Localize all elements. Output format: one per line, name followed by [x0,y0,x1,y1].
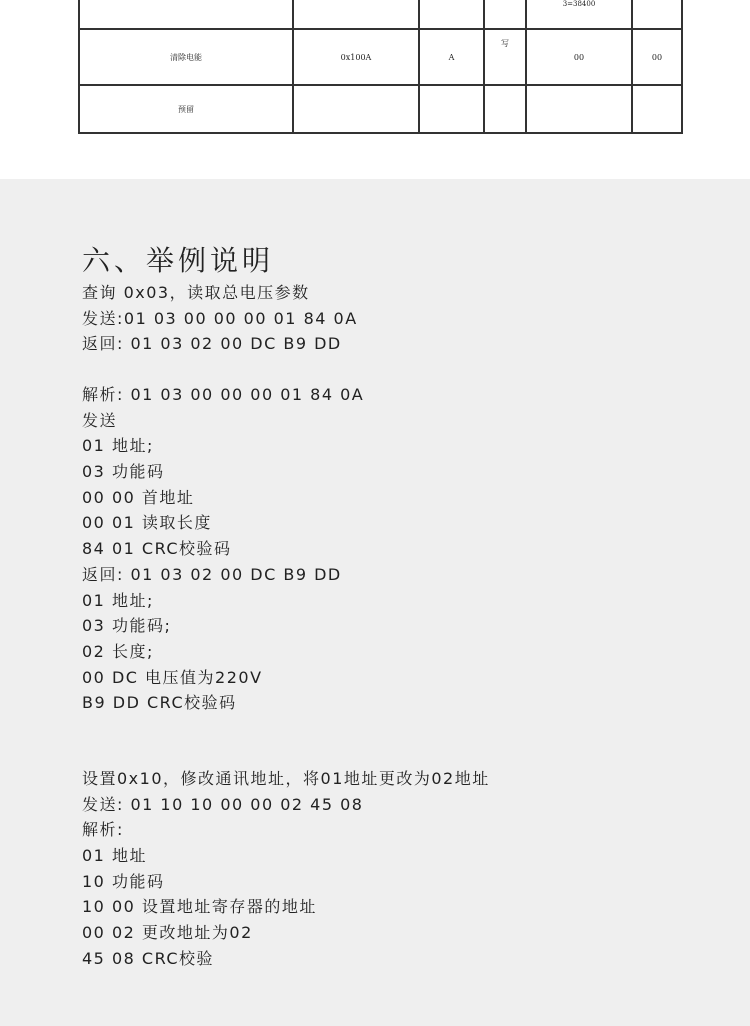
text-line: 解析: 01 03 00 00 00 01 84 0A [82,385,365,404]
query-analysis-block [82,382,364,716]
set-address-example-block [82,766,490,972]
text-line: 返回: 01 03 02 00 DC B9 DD [82,334,342,354]
text-line: 02 长度; [82,641,154,661]
text-line: 00 DC 电压值为220V [82,667,263,687]
text-line: 查询 0x03，读取总电压参数 [82,283,310,302]
text-line: 10 00 设置地址寄存器的地址 [82,897,317,917]
text-line: 发送 [82,410,118,430]
table-cell-address [293,0,419,29]
table-row [79,0,682,29]
text-line: 发送:01 03 00 00 00 01 84 0A [82,308,358,328]
table-cell-address: 0x100A [293,29,419,85]
table-row [79,29,682,85]
text-line: 01 地址; [82,436,154,456]
query-example-block [82,280,358,357]
text-line: 00 00 首地址 [82,487,195,507]
table-cell-default: 00 [632,29,682,85]
text-line: 返回: 01 03 02 00 DC B9 DD [82,564,342,584]
table-cell-access [484,0,526,29]
text-line: 01 地址; [82,590,154,610]
register-table-section [0,0,750,179]
text-line: 84 01 CRC校验码 [82,539,232,559]
table-cell-address [293,85,419,133]
table-cell-access [484,85,526,133]
table-cell-range-text: 3=38400 [562,0,596,8]
table-cell-default [632,0,682,29]
table-cell-range [526,0,632,29]
text-line: 解析: [82,820,124,840]
table-cell-name: 预留 [79,85,293,133]
text-line: 10 功能码 [82,871,165,891]
table-cell-type [419,0,484,29]
text-line: 发送: 01 10 10 00 00 02 45 08 [82,794,364,814]
table-cell-name [79,0,293,29]
text-line: 设置0x10，修改通讯地址，将01地址更改为02地址 [82,769,490,788]
table-cell-access: 写 [484,29,526,85]
text-line: 00 01 读取长度 [82,513,212,533]
table-cell-range: 00 [526,29,632,85]
table-cell-default [632,85,682,133]
text-line: 00 02 更改地址为02 [82,923,253,943]
table-cell-type [419,85,484,133]
table-cell-range [526,85,632,133]
text-line: 01 地址 [82,846,147,866]
register-table [78,0,683,134]
section-heading: 六、举例说明 [82,244,275,277]
text-line: 45 08 CRC校验 [82,948,215,968]
table-row [79,85,682,133]
table-cell-name: 清除电能 [79,29,293,85]
text-line: 03 功能码 [82,462,165,482]
text-line: B9 DD CRC校验码 [82,693,237,713]
table-cell-type: A [419,29,484,85]
text-line: 03 功能码; [82,616,172,636]
